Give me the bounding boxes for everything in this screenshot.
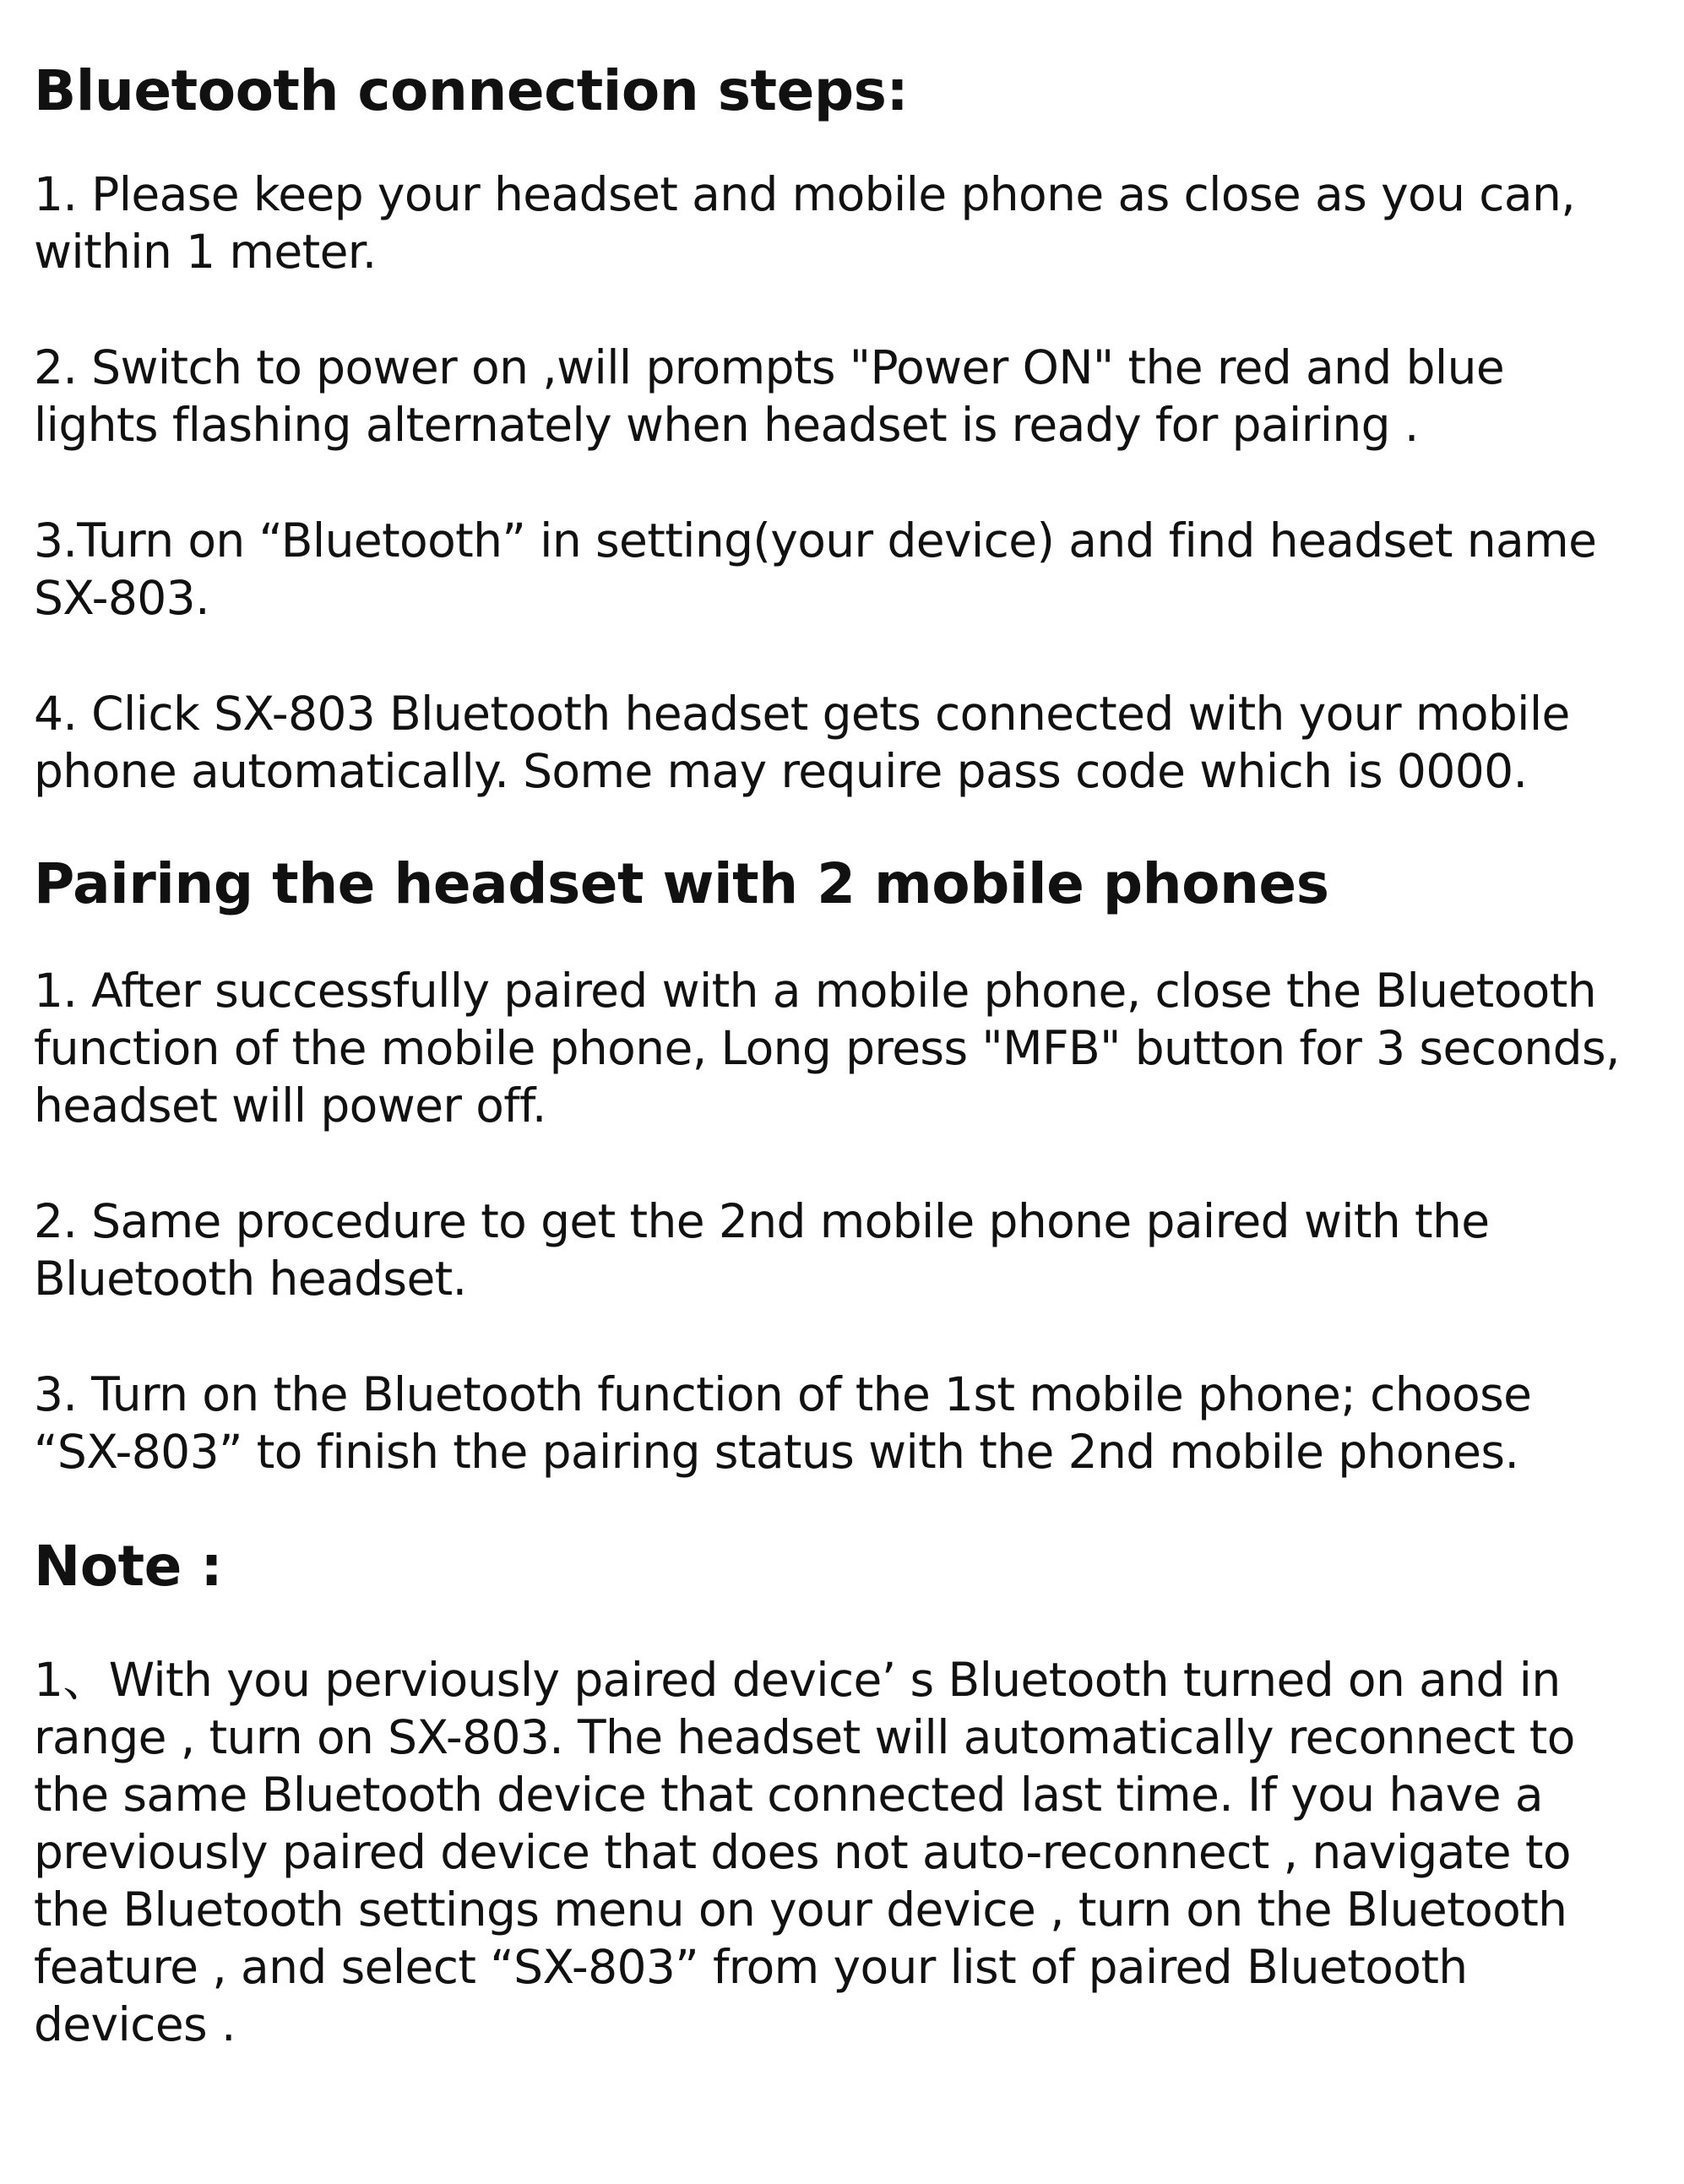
pairing-step-2: 2. Same procedure to get the 2nd mobile phone paired with the Bluetooth headset. [34, 1194, 1490, 1306]
bluetooth-step-3: 3.Turn on “Bluetooth” in setting(your device) and find headset name SX-803. [34, 513, 1597, 625]
bluetooth-connection-heading: Bluetooth connection steps: [34, 58, 909, 123]
note-heading: Note : [34, 1534, 223, 1599]
pairing-step-1: 1. After successfully paired with a mobile phone, close the Bluetooth function of the mobile phone, Long press "MFB" button for 3 seconds, headset will power off. [34, 964, 1620, 1133]
pairing-step-3: 3. Turn on the Bluetooth function of the 1st mobile phone; choose “SX-803” to finish the pairing status with the 2nd mobile phones. [34, 1367, 1532, 1479]
bluetooth-step-2: 2. Switch to power on ,will prompts "Power ON" the red and blue lights flashing alternately when headset is ready for pairing . [34, 340, 1505, 452]
instruction-page [34, 57, 1655, 2053]
bluetooth-step-4: 4. Click SX-803 Bluetooth headset gets connected with your mobile phone automatically. Some may require pass code which is 0000. [34, 687, 1570, 798]
pairing-heading: Pairing the headset with 2 mobile phones [34, 851, 1329, 916]
note-item-1: 1、With you perviously paired device’ s Bluetooth turned on and in range , turn on SX-803. The headset will automatically reconnect to the same Bluetooth device that connected last time. If you have a previously paired device that does not auto-reconnect , navigate to the Bluetooth settings menu on your device , turn on the Bluetooth feature , and select “SX-803” from your list of paired Bluetooth devices . [34, 1653, 1575, 2051]
bluetooth-step-1: 1. Please keep your headset and mobile phone as close as you can, within 1 meter. [34, 167, 1576, 279]
